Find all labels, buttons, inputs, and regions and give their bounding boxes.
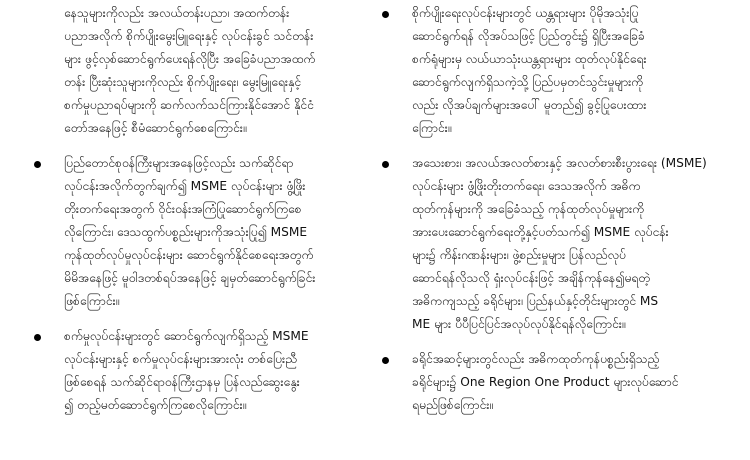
paragraph-text: စက်မှုလုပ်ငန်းများတွင် ဆောင်ရွက်လျက်ရှိသည့် MSME လုပ်ငန်းများနှင့် စက်မှုလုပ်ငန်းများအားလုံး တစ်ပြေးညီ ဖြစ်စေရန် သက်ဆိုင်ရာဝန်ကြီးဌာနမှ ပြန်လည်ဆွေးနွေး ၍ တည့်မတ်ဆောင်ရွက်ကြစေလိုကြောင်း။	[64, 329, 309, 412]
left-column	[34, 2, 364, 417]
bullet-icon	[382, 161, 389, 168]
paragraph-text: နေသူများကိုလည်း အလယ်တန်းပညာ၊ အထက်တန်း ပညာအလိုက် စိုက်ပျိုးမွေးမြူရေးနှင့် လုပ်ငန်းခွင် သင်တန်း များ ဖွင့်လှစ်ဆောင်ရွက်ပေးရန်လိုပြီး အခြေခံပညာအထက် တန်း ပြီးဆုံးသူများကိုလည်း စိုက်ပျိုးရေး၊ မွေးမြူရေးနှင့် စက်မှုပညာရပ်များကို ဆက်လက်သင်ကြားနိုင်အောင် နိုင်ငံ တော်အနေဖြင့် စီမံဆောင်ရွက်စေကြောင်း။	[64, 6, 316, 135]
paragraph-text: ပြည်တောင်စုဝန်ကြီးများအနေဖြင့်လည်း သက်ဆိုင်ရာ လုပ်ငန်းအလိုက်တွက်ချက်၍ MSME လုပ်ငန်းများ ဖွံ့ဖြိုး တိုးတက်ရေးအတွက် ဝိုင်းဝန်းအကြံပြုဆောင်ရွက်ကြစေ လိုကြောင်း၊ ဒေသထွက်ပစ္စည်းများကိုအသုံးပြု၍ MSME ကုန်ထုတ်လုပ်မှုလုပ်ငန်းများ ဆောင်ရွက်နိုင်စေရေးအတွက် မိမိအနေဖြင့် မူဝါဒတစ်ရပ်အနေဖြင့် ချမှတ်ဆောင်ရွက်ခြင်း ဖြစ်ကြောင်း။	[64, 156, 316, 308]
bullet-icon	[34, 161, 41, 168]
bullet-icon	[34, 334, 41, 341]
paragraph-continuation	[34, 2, 364, 140]
paragraph-text: အသေးစား၊ အလယ်အလတ်စားနှင့် အလတ်စားစီးပွားရေး (MSME) လုပ်ငန်းများ ဖွံ့ဖြိုးတိုးတက်ရေး၊ ဒေသအလိုက် အဓိက ထုတ်ကုန်များကို အခြေခံသည့် ကုန်ထုတ်လုပ်မှုများကို အားပေးဆောင်ရွက်ရေးတို့နှင့်ပတ်သက်၍ MSME လုပ်ငန်း များ၌ ကိန်းဂဏန်းများ၊ ဖွဲ့စည်းမှုများ ပြန်လည်လုပ် ဆောင်ရန်လိုသလို ရှံးလုပ်ငန်းဖြင့် အချိန်ကုန်နေ၍မရတဲ့ အဓိကကျသည့် ခရိုင်များ၊ ပြည်နယ်နှင့်တိုင်းများတွင် MS ME များ ပီပီပြင်ပြင်အလုပ်လုပ်နိုင်ရန်လိုကြောင်း။	[412, 156, 707, 331]
bullet-item	[382, 2, 722, 140]
paragraph-text: ခရိုင်အဆင့်များတွင်လည်း အဓိကထုတ်ကုန်ပစ္စည်းရှိသည့် ခရိုင်များ၌ One Region One Product များလုပ်ဆောင် ရမည်ဖြစ်ကြောင်း။	[412, 352, 679, 412]
paragraph-text: စိုက်ပျိုးရေးလုပ်ငန်းများတွင် ယန္တရားများ ပိုမိုအသုံးပြု ဆောင်ရွက်ရန် လိုအပ်သဖြင့် ပြည်တွင်း၌ ရှိပြီးအခြေခံ စက်ရုံများမှ လယ်ယာသုံးယန္တရားများ ထုတ်လုပ်နိုင်ရေး ဆောင်ရွက်လျက်ရှိသကဲ့သို့ ပြည်ပမှတင်သွင်းမှုများကို လည်း လိုအပ်ချက်များအပေါ် မူတည်၍ ခွင့်ပြုပေးထား ကြောင်း။	[412, 6, 647, 135]
bullet-item	[382, 152, 722, 336]
bullet-icon	[382, 357, 389, 364]
right-column	[382, 2, 722, 417]
bullet-icon	[382, 11, 389, 18]
bullet-item	[34, 152, 364, 313]
bullet-item	[34, 325, 364, 417]
bullet-item	[382, 348, 722, 417]
